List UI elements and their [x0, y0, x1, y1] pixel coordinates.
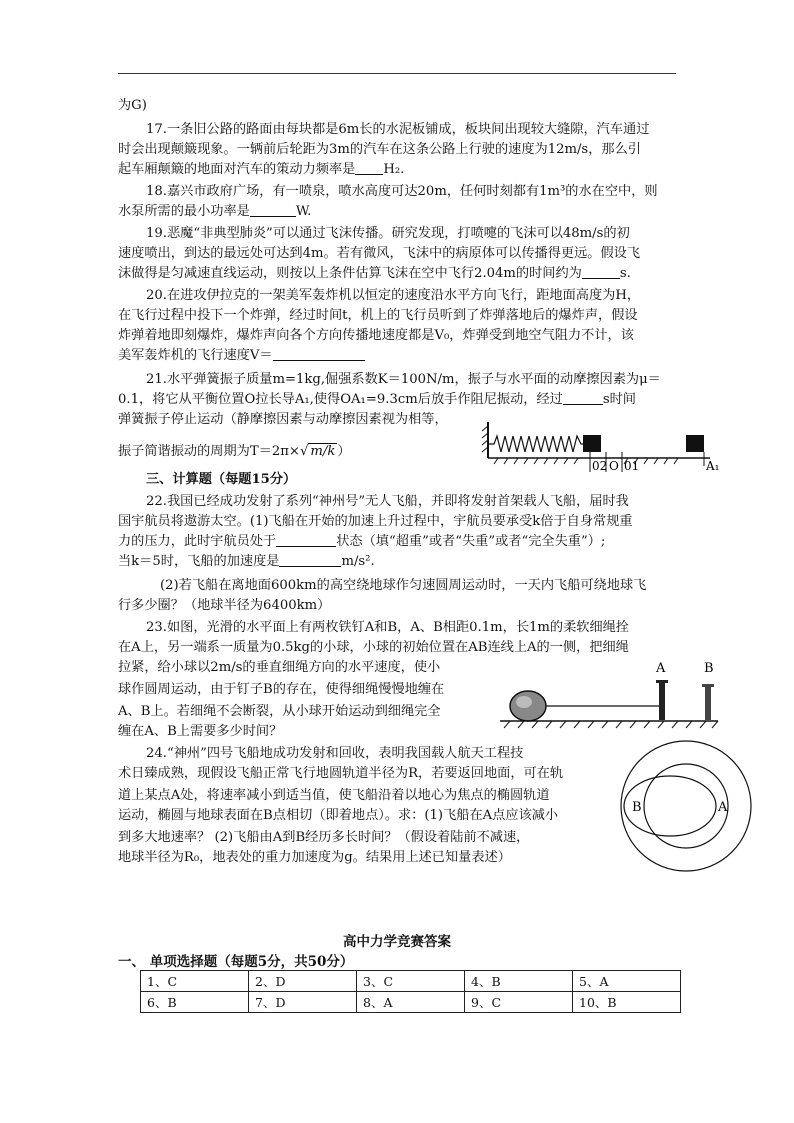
oscillator-block: [583, 435, 601, 452]
nail-A: [659, 682, 665, 720]
q19-line: 速度喷出，到达的最远处可达到4m。若有微风，飞沫中的病原体可以传播得更远。假设飞: [118, 246, 641, 261]
answers-section-heading: 一、 单项选择题（每题5分，共50分）: [118, 954, 354, 970]
answer-cell: 3、C: [357, 971, 465, 992]
spring: [488, 436, 583, 452]
q20-line: 20.在进攻伊拉克的一架美军轰炸机以恒定的速度沿水平方向飞行，距地面高度为H，: [146, 288, 641, 303]
ground-hatching: [504, 721, 718, 728]
label-01: 01: [624, 459, 640, 473]
q22-line: 行多少圈？（地球半径为6400km）: [118, 598, 331, 613]
q18-line: 18.嘉兴市政府广场，有一喷泉，喷水高度可达20m，任何时刻都有1m³的水在空中，则: [146, 184, 658, 199]
answer-cell: 5、A: [573, 971, 681, 992]
label-B: B: [704, 661, 714, 676]
answer-blank: [355, 161, 383, 175]
answer-blank: [563, 391, 603, 405]
q23-line: 在A上，另一端系一质量为0.5kg的小球，小球的初始位置在AB连线上A的一侧，把细绳: [118, 640, 629, 655]
ball-highlight: [516, 696, 532, 708]
q17-line: 时会出现颠簸现象。一辆前后轮距为3m的汽车在这条公路上行驶的速度为12m/s，那么引: [118, 142, 641, 157]
answer-blank: [273, 347, 365, 361]
answer-cell: 1、C: [141, 971, 249, 992]
answer-cell: 7、D: [249, 992, 357, 1013]
q20-line: 炸弹着地即刻爆炸，爆炸声向各个方向传播地速度都是V₀，炸弹受到地空气阻力不计，该: [118, 328, 634, 343]
q24-line: 道上某点A处，将速率减小到适当值，使飞船沿着以地心为焦点的椭圆轨道: [118, 788, 550, 803]
block-at-A1: [686, 435, 704, 452]
q22-line: 当k＝5时，飞船的加速度是 m/s².: [118, 554, 375, 569]
q17-line: 17.一条旧公路的路面由每块都是6m长的水泥板铺成，板块间出现较大缝隙，汽车通过: [146, 122, 650, 137]
q23-line: 23.如图，光滑的水平面上有两枚铁钉A和B，A、B相距0.1m，长1m的柔软细绳拴: [146, 620, 630, 635]
q24-line: 到多大地速率？ (2)飞船由A到B经历多长时间？（假设着陆前不减速，: [118, 830, 530, 845]
header-rule: [118, 73, 676, 74]
q23-line: 拉紧，给小球以2m/s的垂直细绳方向的水平速度，使小: [118, 660, 441, 675]
q22-line: 22.我国已经成功发射了系列“神州号”无人飞船，并即将发射首架载人飞船，届时我: [146, 494, 629, 509]
q19-line: 沫做得是匀减速直线运动，则按以上条件估算飞沫在空中飞行2.04m的时间约为 s.: [118, 266, 631, 281]
ground-hatching: [494, 458, 678, 464]
nail-B-head: [702, 684, 714, 687]
sqrt-radicand: m/k: [310, 444, 336, 459]
answer-cell: 8、A: [357, 992, 465, 1013]
answers-table: [140, 970, 681, 1013]
q21-line: 0.1，将它从平衡位置O拉长导A₁,使得OA₁=9.3cm后放手作阻尼振动，经过 s时间: [118, 392, 636, 407]
nails-rope-figure: [470, 656, 720, 732]
label-O: O: [609, 459, 619, 473]
answer-blank: [279, 553, 341, 567]
answer-cell: 9、C: [465, 992, 573, 1013]
q17-line: 起车厢颠簸的地面对汽车的策动力频率是 H₂.: [118, 162, 405, 177]
answer-blank: [250, 203, 296, 217]
q21-line: 弹簧振子停止运动（静摩擦因素与动摩擦因素视为相等，: [118, 412, 448, 427]
text-line: 为G): [118, 98, 147, 113]
section-heading: 三、计算题（每题15分）: [146, 472, 297, 487]
q23-line: 缠在A、B上需要多少时间？: [118, 724, 283, 739]
answer-cell: 2、D: [249, 971, 357, 992]
orbit-figure: [614, 736, 794, 878]
answer-cell: 10、B: [573, 992, 681, 1013]
q21-line: 21.水平弹簧振子质量m=1kg,倔强系数K＝100N/m，振子与水平面的动摩擦因素为μ＝: [146, 372, 661, 387]
q24-line: 地球半径为R₀，地表处的重力加速度为g。结果用上述已知量表述）: [118, 850, 511, 865]
q20-line: 美军轰炸机的飞行速度V＝: [118, 346, 680, 366]
nail-A-head: [656, 680, 668, 683]
answer-blank: [582, 265, 620, 279]
q22-line: 力的压力，此时宇航员处于 状态（填“超重”或者“失重”或者“完全失重”）;: [118, 534, 606, 549]
label-A1: A₁: [706, 459, 720, 473]
q24-line: 术日臻成熟，现假设飞船正常飞行地圆轨道半径为R，若要返回地面，可在轨: [118, 766, 564, 781]
label-A: A: [718, 800, 728, 815]
label-B: B: [632, 800, 642, 815]
q22-line: (2)若飞船在离地面600km的高空绕地球作匀速圆周运动时，一天内飞船可绕地球飞: [160, 578, 647, 593]
label-A: A: [656, 661, 666, 676]
q18-line: 水泵所需的最小功率是 W.: [118, 204, 312, 219]
q24-line: 24.“神州”四号飞船地成功发射和回收，表明我国载人航天工程技: [146, 746, 524, 761]
table-row: [141, 971, 681, 992]
q23-line: A、B上。若细绳不会断裂，从小球开始运动到细绳完全: [118, 704, 441, 719]
answer-cell: 6、B: [141, 992, 249, 1013]
q21-line: 振子简谐振动的周期为T＝2π×√ m/k ）: [118, 444, 351, 459]
q24-line: 运动，椭圆与地球表面在B点相切（即着地点）。求：(1)飞船在A点应该减小: [118, 808, 559, 823]
q20-line: 在飞行过程中投下一个炸弹，经过时间t，机上的飞行员听到了炸弹落地后的爆炸声，假设: [118, 308, 638, 323]
q22-line: 国宇航员将遨游太空。(1)飞船在开始的加速上升过程中，宇航员要承受k倍于自身常规重: [118, 514, 633, 529]
answers-title: 高中力学竞赛答案: [343, 934, 451, 950]
answer-cell: 4、B: [465, 971, 573, 992]
table-row: [141, 992, 681, 1013]
label-02: 02: [592, 459, 608, 473]
q19-line: 19.恶魔“非典型肺炎”可以通过飞沫传播。研究发现，打喷嚏的飞沫可以48m/s的初: [146, 226, 630, 241]
nail-B: [705, 686, 711, 720]
answer-blank: [276, 533, 336, 547]
spring-oscillator-figure: [478, 418, 728, 474]
q23-line: 球作圆周运动，由于钉子B的存在，使得细绳慢慢地缠在: [118, 682, 445, 697]
